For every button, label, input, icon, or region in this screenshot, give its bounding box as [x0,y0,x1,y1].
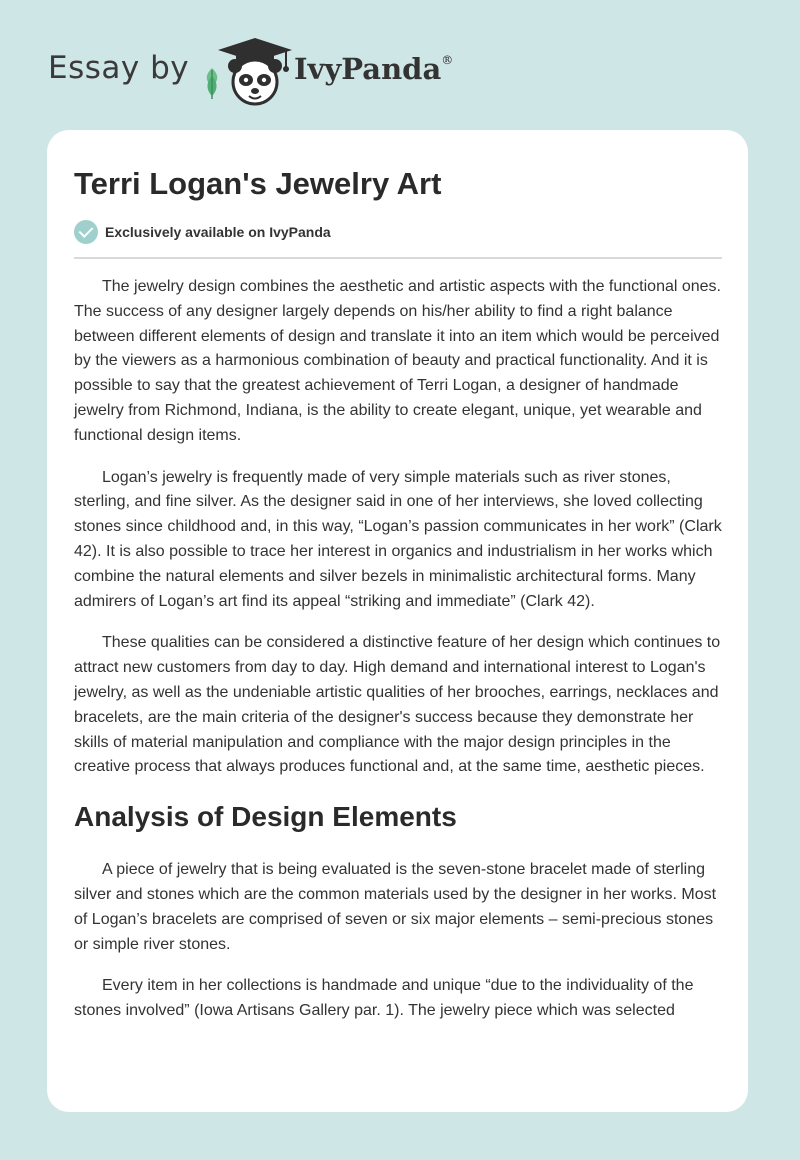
paragraph: Logan’s jewelry is frequently made of very simple materials such as river stones, sterling, and fine silver. As the designer said in one of her interviews, she loved collecting stones since childhood and, in this way, “Logan’s passion communicates in her work” (Clark 42). It is also possible to trace her interest in organics and industrialism in her works which combine the natural elements and silver bezels in minimalistic architectural forms. Many admirers of Logan’s art find its appeal “striking and immediate” (Clark 42). [74,468,722,610]
paragraph: A piece of jewelry that is being evaluated is the seven-stone bracelet made of sterling silver and stones which are the common materials used by the designer in her works. Most of Logan’s bracelets are comprised of seven or six major elements – semi-precious stones or simple river stones. [74,861,717,953]
essay-by-label: Essay by [48,50,190,86]
essay-title: Terri Logan's Jewelry Art [74,166,442,201]
site-header [0,0,800,130]
essay-card [47,130,748,1112]
section-heading: Analysis of Design Elements [74,801,457,833]
paragraph: The jewelry design combines the aesthetic and artistic aspects with the functional ones. The success of any designer largely depends on his/her ability to find a right balance between different elements of design and translate it into an item which would be perceived by the viewers as a harmonious combination of beauty and practical functionality. And it is possible to say that the greatest achievement of Terri Logan, a designer of handmade jewelry from Richmond, Indiana, is the ability to create elegant, unique, yet wearable and functional design items. [74,278,721,444]
panda-graduation-cap-icon [214,36,296,108]
divider [74,257,722,259]
brand-name[interactable]: IvyPanda® [294,52,454,86]
paragraph: These qualities can be considered a distinctive feature of her design which continues to attract new customers from day to day. High demand and international interest to Logan's jewelry, as well as the undeniable artistic qualities of her brooches, earrings, necklaces and bracelets, are the main criteria of the designer's success because they demonstrate her skills of material manipulation and compliance with the major design principles in the creative process that always produces functional and, at the same time, aesthetic pieces. [74,634,721,776]
registered-mark: ® [441,53,454,68]
exclusive-badge [74,218,722,246]
badge-label: Exclusively available on IvyPanda [105,224,331,240]
check-circle-icon [74,220,98,244]
paragraph: Every item in her collections is handmade and unique “due to the individuality of the stones involved” (Iowa Artisans Gallery par. 1). The jewelry piece which was selected [74,977,694,1020]
essay-content [74,164,722,1024]
